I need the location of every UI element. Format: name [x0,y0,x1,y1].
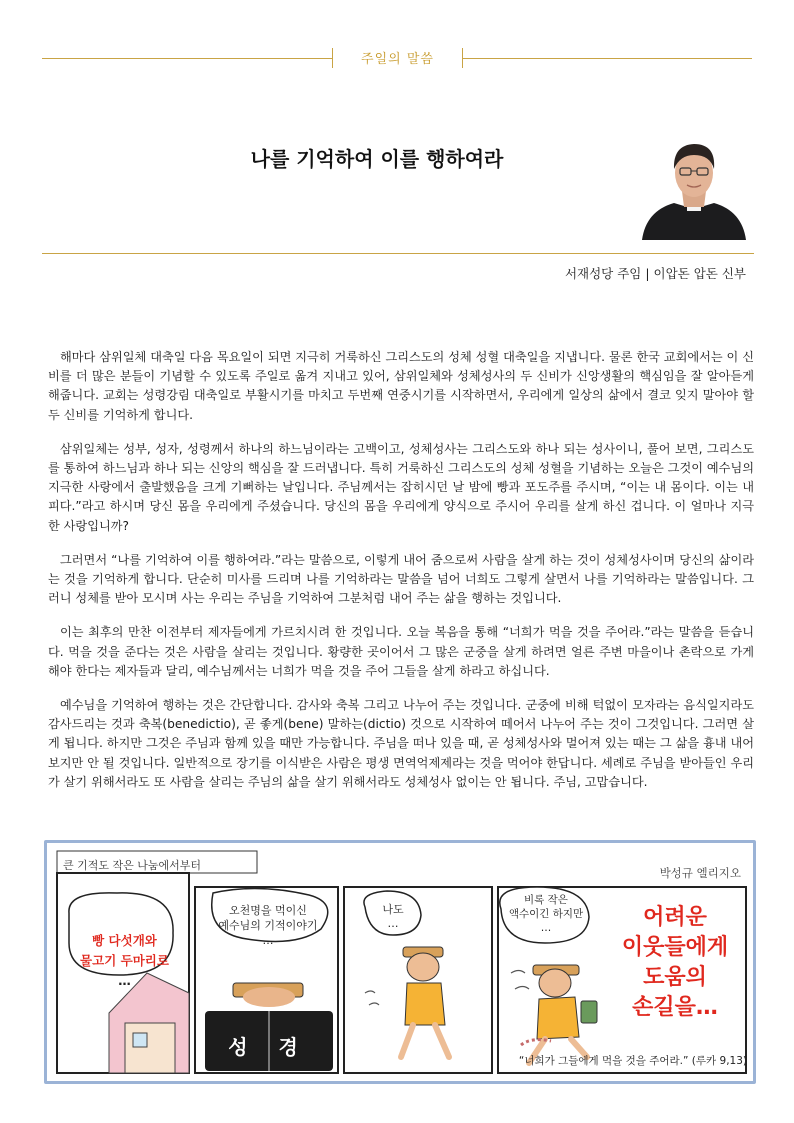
panel4-big-line: 도움의 [643,965,707,990]
comic-caption: “너희가 그들에게 먹을 것을 주어라.” (루카 9,13) [518,1055,747,1067]
comic-title: 큰 기적도 작은 나눔에서부터 [63,859,202,872]
header-rule-left [42,58,332,59]
panel2-line: … [262,934,274,947]
panel4-line: 액수이긴 하지만 [508,908,584,920]
paragraph: 삼위일체는 성부, 성자, 성령께서 하나의 하느님이라는 고백이고, 성체성사는 그리스도와 하나 되는 성사이니, 풀어 보면, 그리스도를 통하여 하느님과 하나 되는 신앙의 핵심을 잘 드러냅니다. 특히 거룩하신 그리스도의 성체 성혈을 기념하는 오늘은 그것이 예수님의 지극한 사랑에서 출발했음을 크게 기뻐하는 날입니다. 주님께서는 잡히시던 날 밤에 빵과 포도주를 주시며, “이는 내 몸이다. 이는 내 피다.”라고 하시며 당신 몸을 우리에게 주셨습니다. 당신의 몸을 우리에게 양식으로 주시어 우리를 살게 하신 겁니다. 이 얼마나 지극한 사랑입니까? [48,441,754,533]
panel3-line: 나도 [382,903,404,916]
title-separator [42,253,754,254]
panel4-line: … [540,922,552,934]
header-rule-right [462,58,752,59]
article-title: 나를 기억하여 이를 행하여라 [250,147,504,171]
panel3-line: … [387,917,399,930]
panel1-line: … [118,973,131,988]
panel2-line: 오천명을 먹이신 [229,904,307,917]
panel2-bubble-text [209,903,327,948]
article-body [48,348,754,807]
panel1-text [67,931,182,991]
comic-credit: 박성규 엘리지오 [659,866,741,880]
author-byline: 서재성당 주임 | 이압돈 압돈 신부 [564,266,746,281]
panel4-big-line: 이웃들에게 [621,935,729,960]
paragraph: 그러면서 “나를 기억하여 이를 행하여라.”라는 말씀으로, 이렇게 내어 줌으로써 사람을 살게 하는 것이 성체성사이며 당신의 삶이라는 것을 기억하게 합니다. 단순히 미사를 드리며 나를 기억하라는 말씀을 넘어 너희도 그렇게 살면서 나를 기억하라는 말씀입니다. 그러니 성체를 받아 모시며 사는 우리는 주님을 기억하여 그분처럼 내어 주는 삶을 행하는 것입니다. [48,552,754,606]
panel4-big-text [607,903,743,1023]
panel4-big-line: 손길을… [632,995,718,1020]
panel1-line: 물고기 두마리로 [80,953,169,968]
author-portrait [640,125,748,240]
paragraph: 해마다 삼위일체 대축일 다음 목요일이 되면 지극히 거룩하신 그리스도의 성체 성혈 대축일을 지냅니다. 물론 한국 교회에서는 이 신비를 더 많은 분들이 기념할 수 있도록 주일로 옮겨 지내고 있어, 삼위일체와 성체성사의 두 신비가 신앙생활의 핵심임을 잘 알아듣게 해줍니다. 교회는 성령강림 대축일로 부활시기를 마치고 두번째 연중시기를 시작하면서, 우리에게 일상의 삶에서 결코 잊지 말아야 할 두 신비를 기억하게 합니다. [48,350,754,422]
paragraph: 예수님을 기억하여 행하는 것은 간단합니다. 감사와 축복 그리고 나누어 주는 것입니다. 군중에 비해 턱없이 모자라는 음식일지라도 감사드리는 것과 축복(benedictio), 곧 좋게(bene) 말하는(dictio) 것으로 시작하여 떼어서 나누어 주는 것이 그것입니다. 그러면 살게 됩니다. 하지만 그것은 주님과 함께 있을 때만 가능합니다. 주님을 떠나 있을 때, 곧 성체성사와 멀어져 있는 때는 그 삶을 흉내 내어 보지만 안 될 것입니다. 일반적으로 장기를 이식받은 사람은 평생 면역억제제라는 것을 먹어야 한답니다. 세례로 주님을 받아들인 우리가 살기 위해서라도 또 사람을 살리는 주님의 삶을 살기 위해서라도 성체성사 없이는 안 됩니다. 주님, 고맙습니다. [48,698,754,789]
paragraph: 이는 최후의 만찬 이전부터 제자들에게 가르치시려 한 것입니다. 오늘 복음을 통해 “너희가 먹을 것을 주어라.”라는 말씀을 듣습니다. 먹을 것을 준다는 것은 사람을 살리는 것입니다. 황량한 곳이어서 그 많은 군중을 살게 하려면 얼른 주변 마을이나 촌락으로 가게 해야 한다는 제자들과 달리, 예수님께서는 너희가 먹을 것을 주어 그들을 살게 하라고 하십니다. [48,625,754,678]
panel1-line: 빵 다섯개와 [92,933,157,948]
panel4-bubble-text [503,893,589,935]
panel4-big-line: 어려운 [643,905,707,930]
section-label: 주일의 말씀 [361,52,434,67]
panel2-line: 예수님의 기적이야기 [218,919,318,932]
panel4-line: 비록 작은 [524,894,568,906]
comic-strip [44,840,756,1084]
bible-cover-text: 성 경 [228,1035,310,1059]
panel3-bubble-text [365,903,421,931]
